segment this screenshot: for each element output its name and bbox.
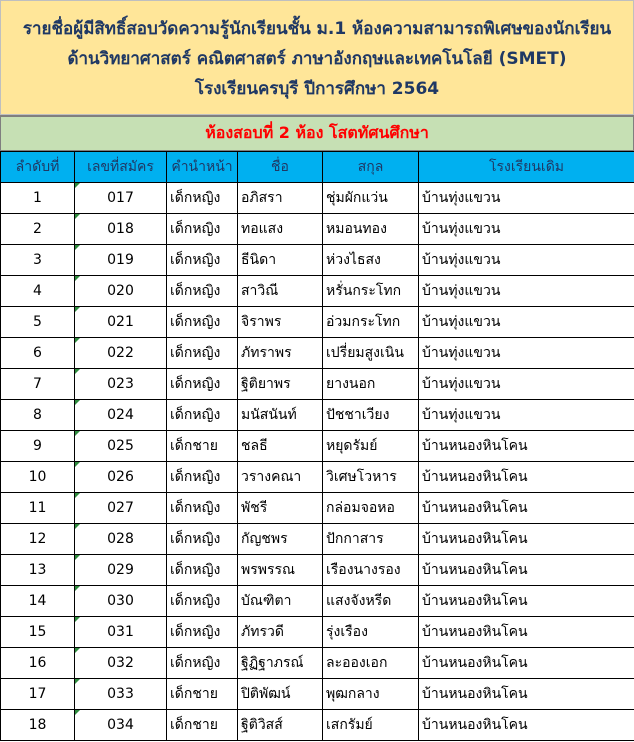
cell-title[interactable]: เด็กหญิง bbox=[167, 245, 238, 276]
cell-first-name[interactable]: บัณฑิตา bbox=[238, 586, 323, 617]
cell-order[interactable]: 3 bbox=[1, 245, 75, 276]
cell-title[interactable]: เด็กหญิง bbox=[167, 369, 238, 400]
cell-title[interactable]: เด็กหญิง bbox=[167, 524, 238, 555]
cell-title[interactable]: เด็กชาย bbox=[167, 679, 238, 710]
cell-previous-school[interactable]: บ้านหนองหินโคน bbox=[419, 586, 634, 617]
col-header-application-no[interactable]: เลขที่สมัคร bbox=[75, 152, 167, 183]
cell-last-name[interactable]: ปักกาสาร bbox=[323, 524, 419, 555]
cell-title[interactable]: เด็กหญิง bbox=[167, 493, 238, 524]
cell-previous-school[interactable]: บ้านทุ่งแขวน bbox=[419, 183, 634, 214]
cell-application-no[interactable]: 019 bbox=[75, 245, 167, 276]
cell-first-name[interactable]: กัญชพร bbox=[238, 524, 323, 555]
cell-order[interactable]: 18 bbox=[1, 710, 75, 741]
cell-order[interactable]: 6 bbox=[1, 338, 75, 369]
cell-last-name[interactable]: ยางนอก bbox=[323, 369, 419, 400]
table-row bbox=[1, 586, 634, 617]
cell-title[interactable]: เด็กหญิง bbox=[167, 307, 238, 338]
cell-last-name[interactable]: พุฒกลาง bbox=[323, 679, 419, 710]
table-row bbox=[1, 431, 634, 462]
cell-application-no[interactable]: 024 bbox=[75, 400, 167, 431]
cell-application-no[interactable]: 025 bbox=[75, 431, 167, 462]
col-header-title[interactable]: คำนำหน้า bbox=[167, 152, 238, 183]
cell-application-no[interactable]: 030 bbox=[75, 586, 167, 617]
cell-previous-school[interactable]: บ้านหนองหินโคน bbox=[419, 493, 634, 524]
title-line-2: ด้านวิทยาศาสตร์ คณิตศาสตร์ ภาษาอังกฤษและเทคโนโลยี (SMET) bbox=[67, 48, 567, 69]
cell-last-name[interactable]: หรั่นกระโทก bbox=[323, 276, 419, 307]
cell-order[interactable]: 12 bbox=[1, 524, 75, 555]
cell-last-name[interactable]: วิเศษโวหาร bbox=[323, 462, 419, 493]
cell-last-name[interactable]: กล่อมจอหอ bbox=[323, 493, 419, 524]
cell-application-no[interactable]: 031 bbox=[75, 617, 167, 648]
table-row bbox=[1, 369, 634, 400]
table-header-row bbox=[1, 152, 634, 183]
cell-last-name[interactable]: รุ่งเรือง bbox=[323, 617, 419, 648]
cell-first-name[interactable]: ภัทรวดี bbox=[238, 617, 323, 648]
table-row bbox=[1, 214, 634, 245]
cell-first-name[interactable]: พัชรี bbox=[238, 493, 323, 524]
cell-application-no[interactable]: 018 bbox=[75, 214, 167, 245]
cell-last-name[interactable]: หยุดรัมย์ bbox=[323, 431, 419, 462]
table-row bbox=[1, 524, 634, 555]
exam-room-banner: ห้องสอบที่ 2 ห้อง โสตทัศนศึกษา bbox=[0, 115, 634, 151]
table-row bbox=[1, 276, 634, 307]
cell-order[interactable]: 10 bbox=[1, 462, 75, 493]
cell-application-no[interactable]: 027 bbox=[75, 493, 167, 524]
cell-title[interactable]: เด็กหญิง bbox=[167, 648, 238, 679]
table-row bbox=[1, 493, 634, 524]
cell-previous-school[interactable]: บ้านทุ่งแขวน bbox=[419, 338, 634, 369]
title-line-1: รายชื่อผู้มีสิทธิ์สอบวัดความรู้นักเรียนชั้น ม.1 ห้องความสามารถพิเศษของนักเรียน bbox=[22, 18, 612, 39]
cell-previous-school[interactable]: บ้านหนองหินโคน bbox=[419, 431, 634, 462]
cell-first-name[interactable]: มนัสนันท์ bbox=[238, 400, 323, 431]
cell-first-name[interactable]: อภิสรา bbox=[238, 183, 323, 214]
table-row bbox=[1, 245, 634, 276]
cell-order[interactable]: 17 bbox=[1, 679, 75, 710]
cell-first-name[interactable]: ทอแสง bbox=[238, 214, 323, 245]
title-line-3: โรงเรียนครบุรี ปีการศึกษา 2564 bbox=[194, 78, 440, 99]
cell-order[interactable]: 11 bbox=[1, 493, 75, 524]
cell-title[interactable]: เด็กหญิง bbox=[167, 462, 238, 493]
cell-last-name[interactable]: เสกรัมย์ bbox=[323, 710, 419, 741]
cell-first-name[interactable]: ธีนิดา bbox=[238, 245, 323, 276]
cell-application-no[interactable]: 022 bbox=[75, 338, 167, 369]
cell-last-name[interactable]: เปรี่ยมสูงเนิน bbox=[323, 338, 419, 369]
table-row bbox=[1, 710, 634, 741]
candidate-table bbox=[0, 151, 634, 741]
cell-title[interactable]: เด็กหญิง bbox=[167, 338, 238, 369]
cell-title[interactable]: เด็กหญิง bbox=[167, 183, 238, 214]
table-row bbox=[1, 679, 634, 710]
cell-application-no[interactable]: 033 bbox=[75, 679, 167, 710]
cell-first-name[interactable]: ฐิติยาพร bbox=[238, 369, 323, 400]
cell-title[interactable]: เด็กหญิง bbox=[167, 400, 238, 431]
cell-application-no[interactable]: 023 bbox=[75, 369, 167, 400]
table-row bbox=[1, 617, 634, 648]
table-row bbox=[1, 648, 634, 679]
cell-application-no[interactable]: 028 bbox=[75, 524, 167, 555]
table-row bbox=[1, 462, 634, 493]
cell-order[interactable]: 4 bbox=[1, 276, 75, 307]
cell-title[interactable]: เด็กชาย bbox=[167, 710, 238, 741]
cell-previous-school[interactable]: บ้านหนองหินโคน bbox=[419, 462, 634, 493]
cell-first-name[interactable]: ฐิฏิฐาภรณ์ bbox=[238, 648, 323, 679]
cell-application-no[interactable]: 034 bbox=[75, 710, 167, 741]
cell-previous-school[interactable]: บ้านหนองหินโคน bbox=[419, 617, 634, 648]
col-header-previous-school[interactable]: โรงเรียนเดิม bbox=[419, 152, 634, 183]
cell-first-name[interactable]: สาวิณี bbox=[238, 276, 323, 307]
cell-title[interactable]: เด็กหญิง bbox=[167, 555, 238, 586]
cell-last-name[interactable]: หมอนทอง bbox=[323, 214, 419, 245]
cell-first-name[interactable]: ภัทราพร bbox=[238, 338, 323, 369]
col-header-first-name[interactable]: ชื่อ bbox=[238, 152, 323, 183]
cell-application-no[interactable]: 032 bbox=[75, 648, 167, 679]
cell-last-name[interactable]: ปัชชาเวียง bbox=[323, 400, 419, 431]
cell-previous-school[interactable]: บ้านหนองหินโคน bbox=[419, 648, 634, 679]
cell-title[interactable]: เด็กหญิง bbox=[167, 276, 238, 307]
cell-first-name[interactable]: พรพรรณ bbox=[238, 555, 323, 586]
cell-application-no[interactable]: 020 bbox=[75, 276, 167, 307]
cell-previous-school[interactable]: บ้านทุ่งแขวน bbox=[419, 214, 634, 245]
cell-order[interactable]: 8 bbox=[1, 400, 75, 431]
table-row bbox=[1, 338, 634, 369]
cell-last-name[interactable]: เรืองนางรอง bbox=[323, 555, 419, 586]
cell-title[interactable]: เด็กชาย bbox=[167, 431, 238, 462]
cell-order[interactable]: 14 bbox=[1, 586, 75, 617]
col-header-order[interactable]: ลำดับที่ bbox=[1, 152, 75, 183]
cell-previous-school[interactable]: บ้านหนองหินโคน bbox=[419, 679, 634, 710]
cell-previous-school[interactable]: บ้านหนองหินโคน bbox=[419, 710, 634, 741]
cell-order[interactable]: 15 bbox=[1, 617, 75, 648]
cell-first-name[interactable]: ปิติพัฒน์ bbox=[238, 679, 323, 710]
cell-title[interactable]: เด็กหญิง bbox=[167, 214, 238, 245]
table-row bbox=[1, 400, 634, 431]
cell-order[interactable]: 5 bbox=[1, 307, 75, 338]
cell-first-name[interactable]: ชลธี bbox=[238, 431, 323, 462]
cell-order[interactable]: 16 bbox=[1, 648, 75, 679]
cell-first-name[interactable]: ฐิติวิสส์ bbox=[238, 710, 323, 741]
col-header-last-name[interactable]: สกุล bbox=[323, 152, 419, 183]
cell-title[interactable]: เด็กหญิง bbox=[167, 617, 238, 648]
cell-application-no[interactable]: 021 bbox=[75, 307, 167, 338]
cell-first-name[interactable]: จิราพร bbox=[238, 307, 323, 338]
cell-order[interactable]: 1 bbox=[1, 183, 75, 214]
cell-order[interactable]: 2 bbox=[1, 214, 75, 245]
cell-last-name[interactable]: อ่วมกระโทก bbox=[323, 307, 419, 338]
cell-previous-school[interactable]: บ้านทุ่งแขวน bbox=[419, 276, 634, 307]
cell-application-no[interactable]: 017 bbox=[75, 183, 167, 214]
cell-last-name[interactable]: ชุ่มผักแว่น bbox=[323, 183, 419, 214]
cell-last-name[interactable]: ละอองเอก bbox=[323, 648, 419, 679]
cell-previous-school[interactable]: บ้านทุ่งแขวน bbox=[419, 400, 634, 431]
cell-order[interactable]: 9 bbox=[1, 431, 75, 462]
cell-last-name[interactable]: แสงจังหรีด bbox=[323, 586, 419, 617]
cell-previous-school[interactable]: บ้านหนองหินโคน bbox=[419, 555, 634, 586]
cell-previous-school[interactable]: บ้านทุ่งแขวน bbox=[419, 307, 634, 338]
table-row bbox=[1, 555, 634, 586]
cell-order[interactable]: 7 bbox=[1, 369, 75, 400]
cell-previous-school[interactable]: บ้านทุ่งแขวน bbox=[419, 245, 634, 276]
title-block bbox=[0, 0, 634, 115]
table-row bbox=[1, 307, 634, 338]
cell-title[interactable]: เด็กหญิง bbox=[167, 586, 238, 617]
cell-previous-school[interactable]: บ้านหนองหินโคน bbox=[419, 524, 634, 555]
cell-first-name[interactable]: วรางคณา bbox=[238, 462, 323, 493]
cell-previous-school[interactable]: บ้านทุ่งแขวน bbox=[419, 369, 634, 400]
cell-order[interactable]: 13 bbox=[1, 555, 75, 586]
cell-application-no[interactable]: 029 bbox=[75, 555, 167, 586]
cell-application-no[interactable]: 026 bbox=[75, 462, 167, 493]
table-row bbox=[1, 183, 634, 214]
cell-last-name[interactable]: ห่วงไธสง bbox=[323, 245, 419, 276]
